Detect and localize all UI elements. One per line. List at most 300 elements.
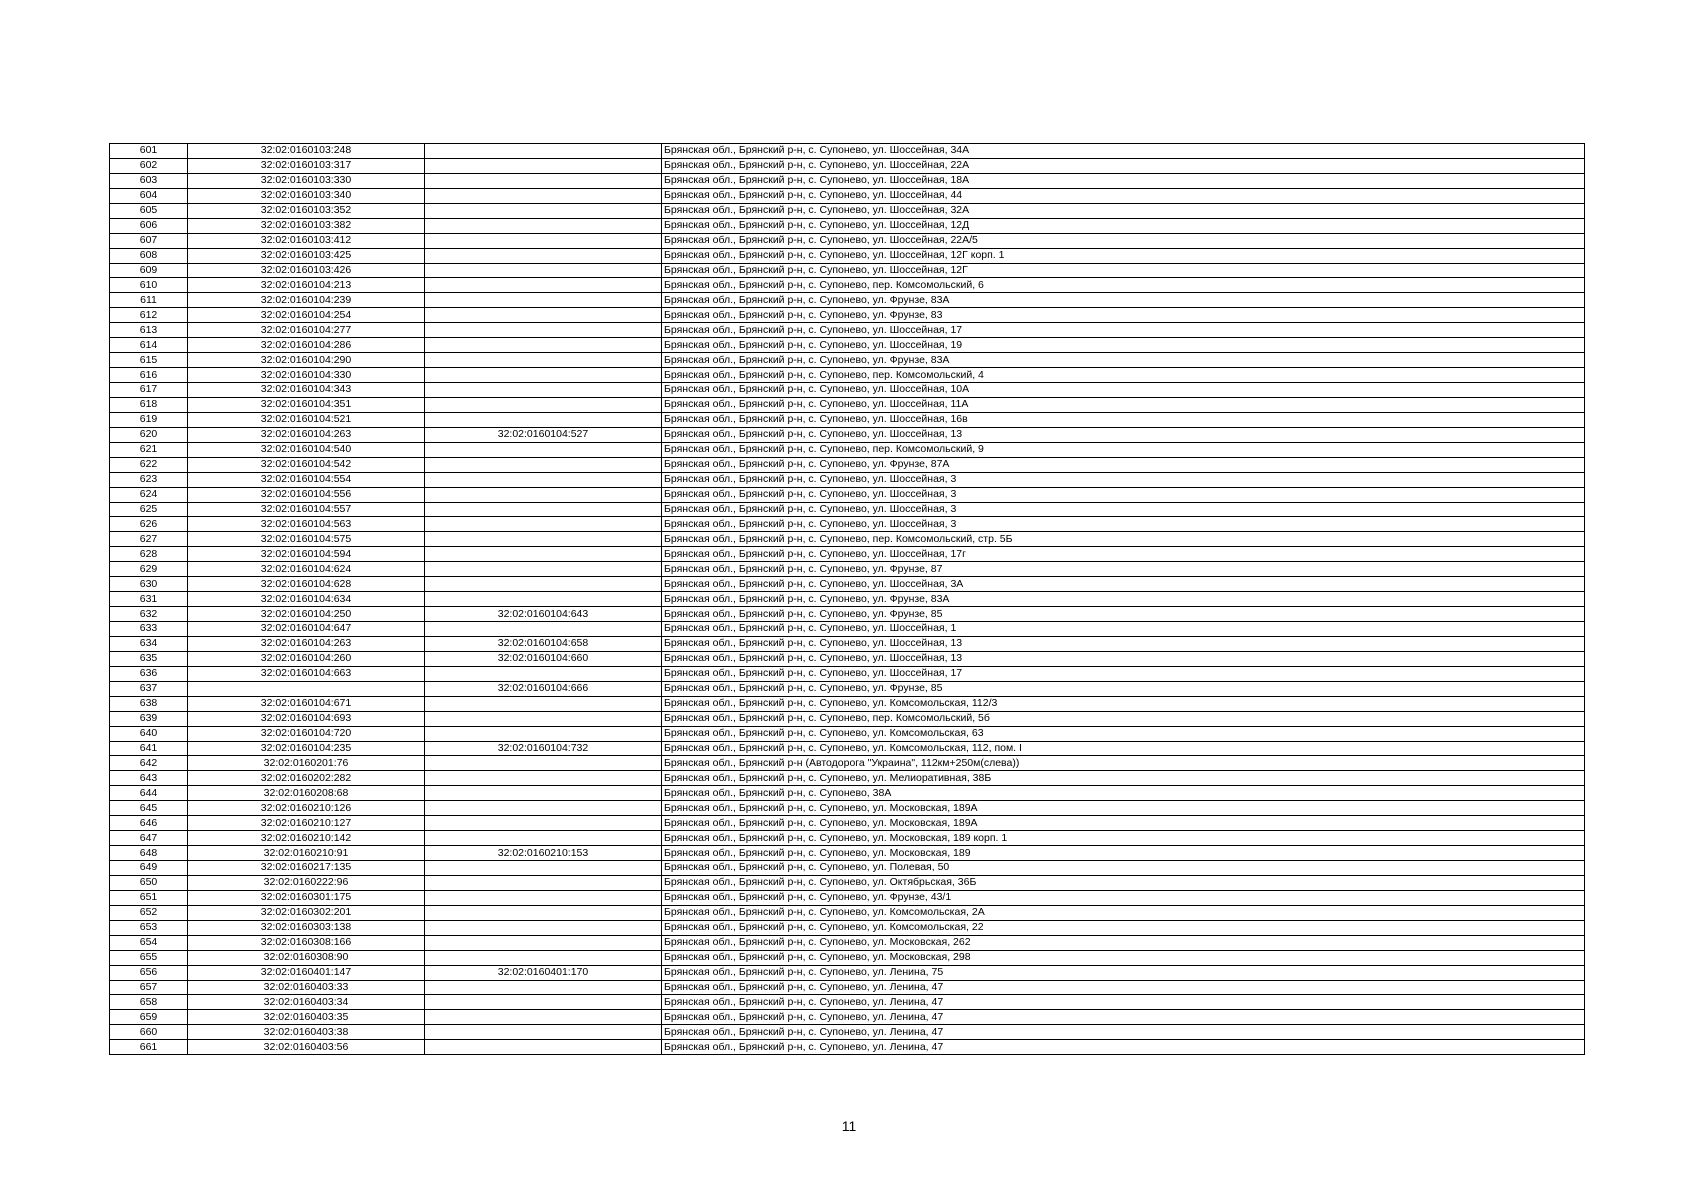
table-body [110,144,1585,1055]
table-row [110,263,1585,278]
table-row [110,980,1585,995]
row-number-cell: 651 [110,890,188,905]
page-number: 11 [841,1118,857,1134]
related-cadastral-number-cell [425,816,662,831]
address-cell: Брянская обл., Брянский р-н, с. Супонево, ул. Московская, 189 [662,846,1585,861]
table-row [110,696,1585,711]
table-row [110,248,1585,263]
table-row [110,622,1585,637]
related-cadastral-number-cell [425,263,662,278]
row-number-cell: 622 [110,457,188,472]
table-row [110,188,1585,203]
row-number-cell: 609 [110,263,188,278]
table-row [110,875,1585,890]
address-cell: Брянская обл., Брянский р-н, с. Супонево, ул. Фрунзе, 83А [662,353,1585,368]
address-cell: Брянская обл., Брянский р-н, с. Супонево, ул. Шоссейная, 17г [662,547,1585,562]
cadastral-number-cell: 32:02:0160201:76 [188,756,425,771]
row-number-cell: 611 [110,293,188,308]
table-row [110,681,1585,696]
row-number-cell: 658 [110,995,188,1010]
table-row [110,786,1585,801]
address-cell: Брянская обл., Брянский р-н, с. Супонево, ул. Московская, 189А [662,816,1585,831]
cadastral-number-cell: 32:02:0160210:91 [188,846,425,861]
table-row [110,158,1585,173]
related-cadastral-number-cell [425,562,662,577]
table-row [110,487,1585,502]
related-cadastral-number-cell: 32:02:0160104:643 [425,607,662,622]
related-cadastral-number-cell [425,248,662,263]
address-cell: Брянская обл., Брянский р-н, с. Супонево, ул. Ленина, 47 [662,995,1585,1010]
cadastral-number-cell: 32:02:0160103:248 [188,144,425,159]
row-number-cell: 661 [110,1040,188,1055]
related-cadastral-number-cell [425,412,662,427]
row-number-cell: 610 [110,278,188,293]
address-cell: Брянская обл., Брянский р-н, с. Супонево, ул. Фрунзе, 85 [662,607,1585,622]
cadastral-number-cell: 32:02:0160301:175 [188,890,425,905]
address-cell: Брянская обл., Брянский р-н (Автодорога "Украина", 112км+250м(слева)) [662,756,1585,771]
related-cadastral-number-cell [425,203,662,218]
address-cell: Брянская обл., Брянский р-н, с. Супонево, ул. Шоссейная, 3 [662,472,1585,487]
address-cell: Брянская обл., Брянский р-н, с. Супонево, ул. Фрунзе, 87А [662,457,1585,472]
related-cadastral-number-cell [425,502,662,517]
related-cadastral-number-cell [425,188,662,203]
cadastral-number-cell: 32:02:0160104:290 [188,353,425,368]
row-number-cell: 640 [110,726,188,741]
row-number-cell: 618 [110,397,188,412]
related-cadastral-number-cell [425,920,662,935]
address-cell: Брянская обл., Брянский р-н, с. Супонево, ул. Шоссейная, 10А [662,383,1585,398]
address-cell: Брянская обл., Брянский р-н, с. Супонево, пер. Комсомольский, стр. 5Б [662,532,1585,547]
row-number-cell: 655 [110,950,188,965]
address-cell: Брянская обл., Брянский р-н, с. Супонево, ул. Шоссейная, 13 [662,427,1585,442]
cadastral-number-cell: 32:02:0160210:126 [188,801,425,816]
cadastral-number-cell: 32:02:0160104:557 [188,502,425,517]
address-cell: Брянская обл., Брянский р-н, с. Супонево, ул. Шоссейная, 3 [662,487,1585,502]
table-row [110,816,1585,831]
table-row [110,532,1585,547]
table-row [110,636,1585,651]
table-row [110,547,1585,562]
cadastral-number-cell: 32:02:0160104:647 [188,622,425,637]
table-row [110,278,1585,293]
cadastral-number-cell: 32:02:0160104:542 [188,457,425,472]
table-row [110,861,1585,876]
table-row [110,203,1585,218]
table-row [110,965,1585,980]
address-cell: Брянская обл., Брянский р-н, с. Супонево, ул. Шоссейная, 18А [662,173,1585,188]
table-row [110,144,1585,159]
row-number-cell: 639 [110,711,188,726]
related-cadastral-number-cell [425,801,662,816]
row-number-cell: 614 [110,338,188,353]
related-cadastral-number-cell [425,950,662,965]
cadastral-number-cell: 32:02:0160104:213 [188,278,425,293]
address-cell: Брянская обл., Брянский р-н, с. Супонево, ул. Ленина, 47 [662,1025,1585,1040]
cadastral-number-cell: 32:02:0160302:201 [188,905,425,920]
address-cell: Брянская обл., Брянский р-н, с. Супонево, ул. Московская, 189А [662,801,1585,816]
cadastral-number-cell: 32:02:0160210:142 [188,831,425,846]
address-cell: Брянская обл., Брянский р-н, с. Супонево, ул. Шоссейная, 3 [662,502,1585,517]
table-row [110,741,1585,756]
address-cell: Брянская обл., Брянский р-н, с. Супонево, ул. Октябрьская, 36Б [662,875,1585,890]
row-number-cell: 608 [110,248,188,263]
row-number-cell: 650 [110,875,188,890]
address-cell: Брянская обл., Брянский р-н, с. Супонево, ул. Шоссейная, 16в [662,412,1585,427]
related-cadastral-number-cell [425,338,662,353]
table-row [110,412,1585,427]
related-cadastral-number-cell [425,308,662,323]
row-number-cell: 646 [110,816,188,831]
related-cadastral-number-cell: 32:02:0160401:170 [425,965,662,980]
address-cell: Брянская обл., Брянский р-н, с. Супонево, ул. Шоссейная, 1 [662,622,1585,637]
table-row [110,801,1585,816]
address-cell: Брянская обл., Брянский р-н, с. Супонево, ул. Фрунзе, 85 [662,681,1585,696]
row-number-cell: 632 [110,607,188,622]
cadastral-number-cell: 32:02:0160103:426 [188,263,425,278]
cadastral-number-cell: 32:02:0160104:286 [188,338,425,353]
related-cadastral-number-cell [425,173,662,188]
related-cadastral-number-cell [425,368,662,383]
address-cell: Брянская обл., Брянский р-н, с. Супонево, ул. Ленина, 75 [662,965,1585,980]
table-row [110,592,1585,607]
cadastral-number-cell: 32:02:0160104:250 [188,607,425,622]
cadastral-number-cell: 32:02:0160104:277 [188,323,425,338]
address-cell: Брянская обл., Брянский р-н, с. Супонево, ул. Мелиоративная, 38Б [662,771,1585,786]
cadastral-number-cell: 32:02:0160403:35 [188,1010,425,1025]
cadastral-number-cell: 32:02:0160104:720 [188,726,425,741]
related-cadastral-number-cell [425,935,662,950]
address-cell: Брянская обл., Брянский р-н, с. Супонево, ул. Шоссейная, 13 [662,651,1585,666]
related-cadastral-number-cell [425,293,662,308]
cadastral-number-cell: 32:02:0160104:330 [188,368,425,383]
row-number-cell: 621 [110,442,188,457]
row-number-cell: 657 [110,980,188,995]
cadastral-number-cell: 32:02:0160103:352 [188,203,425,218]
cadastral-number-cell: 32:02:0160104:693 [188,711,425,726]
address-cell: Брянская обл., Брянский р-н, с. Супонево, ул. Московская, 262 [662,935,1585,950]
row-number-cell: 637 [110,681,188,696]
address-cell: Брянская обл., Брянский р-н, с. Супонево, ул. Комсомольская, 112/3 [662,696,1585,711]
cadastral-number-cell: 32:02:0160104:254 [188,308,425,323]
address-cell: Брянская обл., Брянский р-н, с. Супонево, ул. Шоссейная, 12Г [662,263,1585,278]
related-cadastral-number-cell [425,397,662,412]
table-row [110,502,1585,517]
cadastral-number-cell: 32:02:0160104:671 [188,696,425,711]
table-row [110,323,1585,338]
related-cadastral-number-cell [425,875,662,890]
cadastral-number-cell: 32:02:0160403:56 [188,1040,425,1055]
row-number-cell: 659 [110,1010,188,1025]
row-number-cell: 660 [110,1025,188,1040]
cadastral-number-cell: 32:02:0160104:594 [188,547,425,562]
table-row [110,368,1585,383]
row-number-cell: 624 [110,487,188,502]
address-cell: Брянская обл., Брянский р-н, с. Супонево, ул. Московская, 298 [662,950,1585,965]
row-number-cell: 616 [110,368,188,383]
address-cell: Брянская обл., Брянский р-н, с. Супонево, ул. Фрунзе, 83А [662,592,1585,607]
table-row [110,457,1585,472]
cadastral-number-cell [188,681,425,696]
table-row [110,562,1585,577]
related-cadastral-number-cell [425,442,662,457]
related-cadastral-number-cell [425,158,662,173]
row-number-cell: 638 [110,696,188,711]
address-cell: Брянская обл., Брянский р-н, с. Супонево, пер. Комсомольский, 5б [662,711,1585,726]
row-number-cell: 654 [110,935,188,950]
related-cadastral-number-cell [425,323,662,338]
row-number-cell: 631 [110,592,188,607]
address-cell: Брянская обл., Брянский р-н, с. Супонево, ул. Шоссейная, 11А [662,397,1585,412]
address-cell: Брянская обл., Брянский р-н, с. Супонево, пер. Комсомольский, 9 [662,442,1585,457]
cadastral-number-cell: 32:02:0160103:330 [188,173,425,188]
related-cadastral-number-cell: 32:02:0160210:153 [425,846,662,861]
cadastral-number-cell: 32:02:0160308:90 [188,950,425,965]
table-row [110,666,1585,681]
table-row [110,890,1585,905]
related-cadastral-number-cell [425,457,662,472]
row-number-cell: 617 [110,383,188,398]
cadastral-number-cell: 32:02:0160104:263 [188,636,425,651]
cadastral-number-cell: 32:02:0160104:628 [188,577,425,592]
address-cell: Брянская обл., Брянский р-н, с. Супонево, ул. Ленина, 47 [662,1010,1585,1025]
row-number-cell: 645 [110,801,188,816]
cadastral-number-cell: 32:02:0160222:96 [188,875,425,890]
row-number-cell: 652 [110,905,188,920]
table-row [110,218,1585,233]
cadastral-number-cell: 32:02:0160103:382 [188,218,425,233]
row-number-cell: 633 [110,622,188,637]
table-row [110,472,1585,487]
row-number-cell: 629 [110,562,188,577]
related-cadastral-number-cell: 32:02:0160104:660 [425,651,662,666]
address-cell: Брянская обл., Брянский р-н, с. Супонево, ул. Комсомольская, 22 [662,920,1585,935]
row-number-cell: 656 [110,965,188,980]
related-cadastral-number-cell [425,487,662,502]
related-cadastral-number-cell [425,1040,662,1055]
row-number-cell: 623 [110,472,188,487]
related-cadastral-number-cell [425,353,662,368]
related-cadastral-number-cell [425,144,662,159]
table-row [110,383,1585,398]
cadastral-number-cell: 32:02:0160403:33 [188,980,425,995]
address-cell: Брянская обл., Брянский р-н, с. Супонево, ул. Шоссейная, 12Д [662,218,1585,233]
table-row [110,308,1585,323]
row-number-cell: 636 [110,666,188,681]
table-row [110,756,1585,771]
row-number-cell: 647 [110,831,188,846]
cadastral-number-cell: 32:02:0160104:521 [188,412,425,427]
related-cadastral-number-cell [425,1025,662,1040]
table-row [110,995,1585,1010]
related-cadastral-number-cell [425,980,662,995]
row-number-cell: 601 [110,144,188,159]
related-cadastral-number-cell [425,786,662,801]
related-cadastral-number-cell [425,233,662,248]
address-cell: Брянская обл., Брянский р-н, с. Супонево, ул. Московская, 189 корп. 1 [662,831,1585,846]
table-row [110,293,1585,308]
address-cell: Брянская обл., Брянский р-н, с. Супонево, ул. Шоссейная, 44 [662,188,1585,203]
related-cadastral-number-cell [425,532,662,547]
related-cadastral-number-cell [425,592,662,607]
row-number-cell: 612 [110,308,188,323]
table-row [110,920,1585,935]
cadastral-number-cell: 32:02:0160103:340 [188,188,425,203]
cadastral-number-cell: 32:02:0160303:138 [188,920,425,935]
table-row [110,607,1585,622]
related-cadastral-number-cell [425,905,662,920]
related-cadastral-number-cell [425,831,662,846]
address-cell: Брянская обл., Брянский р-н, с. Супонево, ул. Фрунзе, 87 [662,562,1585,577]
table-row [110,442,1585,457]
related-cadastral-number-cell [425,517,662,532]
table-row [110,771,1585,786]
cadastral-number-cell: 32:02:0160217:135 [188,861,425,876]
address-cell: Брянская обл., Брянский р-н, с. Супонево, ул. Шоссейная, 17 [662,666,1585,681]
related-cadastral-number-cell: 32:02:0160104:658 [425,636,662,651]
address-cell: Брянская обл., Брянский р-н, с. Супонево, ул. Шоссейная, 32А [662,203,1585,218]
cadastral-number-cell: 32:02:0160103:317 [188,158,425,173]
cadastral-number-cell: 32:02:0160104:554 [188,472,425,487]
row-number-cell: 603 [110,173,188,188]
cadastral-number-cell: 32:02:0160202:282 [188,771,425,786]
cadastral-number-cell: 32:02:0160210:127 [188,816,425,831]
related-cadastral-number-cell [425,577,662,592]
cadastral-number-cell: 32:02:0160103:425 [188,248,425,263]
cadastral-number-cell: 32:02:0160401:147 [188,965,425,980]
address-cell: Брянская обл., Брянский р-н, с. Супонево, ул. Фрунзе, 43/1 [662,890,1585,905]
cadastral-number-cell: 32:02:0160104:540 [188,442,425,457]
row-number-cell: 635 [110,651,188,666]
related-cadastral-number-cell [425,383,662,398]
table-row [110,397,1585,412]
related-cadastral-number-cell [425,278,662,293]
table-row [110,427,1585,442]
row-number-cell: 606 [110,218,188,233]
address-cell: Брянская обл., Брянский р-н, с. Супонево, ул. Шоссейная, 3А [662,577,1585,592]
related-cadastral-number-cell [425,756,662,771]
cadastral-table-container [109,143,1585,1055]
table-row [110,1025,1585,1040]
row-number-cell: 627 [110,532,188,547]
address-cell: Брянская обл., Брянский р-н, с. Супонево, ул. Комсомольская, 2А [662,905,1585,920]
cadastral-number-cell: 32:02:0160104:343 [188,383,425,398]
table-row [110,950,1585,965]
row-number-cell: 648 [110,846,188,861]
table-row [110,233,1585,248]
table-row [110,726,1585,741]
address-cell: Брянская обл., Брянский р-н, с. Супонево, ул. Шоссейная, 12Г корп. 1 [662,248,1585,263]
cadastral-number-cell: 32:02:0160104:663 [188,666,425,681]
row-number-cell: 602 [110,158,188,173]
address-cell: Брянская обл., Брянский р-н, с. Супонево, ул. Шоссейная, 22А/5 [662,233,1585,248]
related-cadastral-number-cell: 32:02:0160104:666 [425,681,662,696]
cadastral-number-cell: 32:02:0160104:260 [188,651,425,666]
row-number-cell: 605 [110,203,188,218]
related-cadastral-number-cell [425,995,662,1010]
related-cadastral-number-cell [425,666,662,681]
table-row [110,1040,1585,1055]
table-row [110,905,1585,920]
related-cadastral-number-cell [425,547,662,562]
cadastral-number-cell: 32:02:0160104:563 [188,517,425,532]
row-number-cell: 604 [110,188,188,203]
row-number-cell: 620 [110,427,188,442]
table-row [110,831,1585,846]
related-cadastral-number-cell [425,890,662,905]
table-row [110,353,1585,368]
table-row [110,517,1585,532]
row-number-cell: 643 [110,771,188,786]
address-cell: Брянская обл., Брянский р-н, с. Супонево, ул. Шоссейная, 34А [662,144,1585,159]
row-number-cell: 628 [110,547,188,562]
row-number-cell: 644 [110,786,188,801]
related-cadastral-number-cell [425,218,662,233]
address-cell: Брянская обл., Брянский р-н, с. Супонево, ул. Фрунзе, 83А [662,293,1585,308]
cadastral-table [109,143,1585,1055]
cadastral-number-cell: 32:02:0160104:351 [188,397,425,412]
table-row [110,338,1585,353]
address-cell: Брянская обл., Брянский р-н, с. Супонево, ул. Шоссейная, 22А [662,158,1585,173]
row-number-cell: 641 [110,741,188,756]
address-cell: Брянская обл., Брянский р-н, с. Супонево, ул. Фрунзе, 83 [662,308,1585,323]
row-number-cell: 625 [110,502,188,517]
address-cell: Брянская обл., Брянский р-н, с. Супонево, пер. Комсомольский, 4 [662,368,1585,383]
address-cell: Брянская обл., Брянский р-н, с. Супонево, ул. Шоссейная, 19 [662,338,1585,353]
cadastral-number-cell: 32:02:0160208:68 [188,786,425,801]
cadastral-number-cell: 32:02:0160403:38 [188,1025,425,1040]
row-number-cell: 613 [110,323,188,338]
cadastral-number-cell: 32:02:0160104:624 [188,562,425,577]
related-cadastral-number-cell [425,472,662,487]
related-cadastral-number-cell [425,861,662,876]
row-number-cell: 630 [110,577,188,592]
table-row [110,1010,1585,1025]
related-cadastral-number-cell [425,622,662,637]
address-cell: Брянская обл., Брянский р-н, с. Супонево, ул. Шоссейная, 13 [662,636,1585,651]
address-cell: Брянская обл., Брянский р-н, с. Супонево, ул. Шоссейная, 17 [662,323,1585,338]
table-row [110,711,1585,726]
table-row [110,577,1585,592]
row-number-cell: 607 [110,233,188,248]
table-row [110,935,1585,950]
address-cell: Брянская обл., Брянский р-н, с. Супонево, пер. Комсомольский, 6 [662,278,1585,293]
row-number-cell: 653 [110,920,188,935]
row-number-cell: 634 [110,636,188,651]
cadastral-number-cell: 32:02:0160308:166 [188,935,425,950]
address-cell: Брянская обл., Брянский р-н, с. Супонево, ул. Полевая, 50 [662,861,1585,876]
cadastral-number-cell: 32:02:0160104:575 [188,532,425,547]
related-cadastral-number-cell [425,711,662,726]
table-row [110,846,1585,861]
row-number-cell: 642 [110,756,188,771]
address-cell: Брянская обл., Брянский р-н, с. Супонево, ул. Ленина, 47 [662,1040,1585,1055]
row-number-cell: 615 [110,353,188,368]
related-cadastral-number-cell: 32:02:0160104:527 [425,427,662,442]
cadastral-number-cell: 32:02:0160104:239 [188,293,425,308]
related-cadastral-number-cell [425,1010,662,1025]
table-row [110,173,1585,188]
cadastral-number-cell: 32:02:0160104:235 [188,741,425,756]
address-cell: Брянская обл., Брянский р-н, с. Супонево, 38А [662,786,1585,801]
related-cadastral-number-cell [425,726,662,741]
address-cell: Брянская обл., Брянский р-н, с. Супонево, ул. Комсомольская, 63 [662,726,1585,741]
address-cell: Брянская обл., Брянский р-н, с. Супонево, ул. Комсомольская, 112, пом. I [662,741,1585,756]
row-number-cell: 619 [110,412,188,427]
cadastral-number-cell: 32:02:0160104:263 [188,427,425,442]
row-number-cell: 626 [110,517,188,532]
cadastral-number-cell: 32:02:0160103:412 [188,233,425,248]
related-cadastral-number-cell: 32:02:0160104:732 [425,741,662,756]
